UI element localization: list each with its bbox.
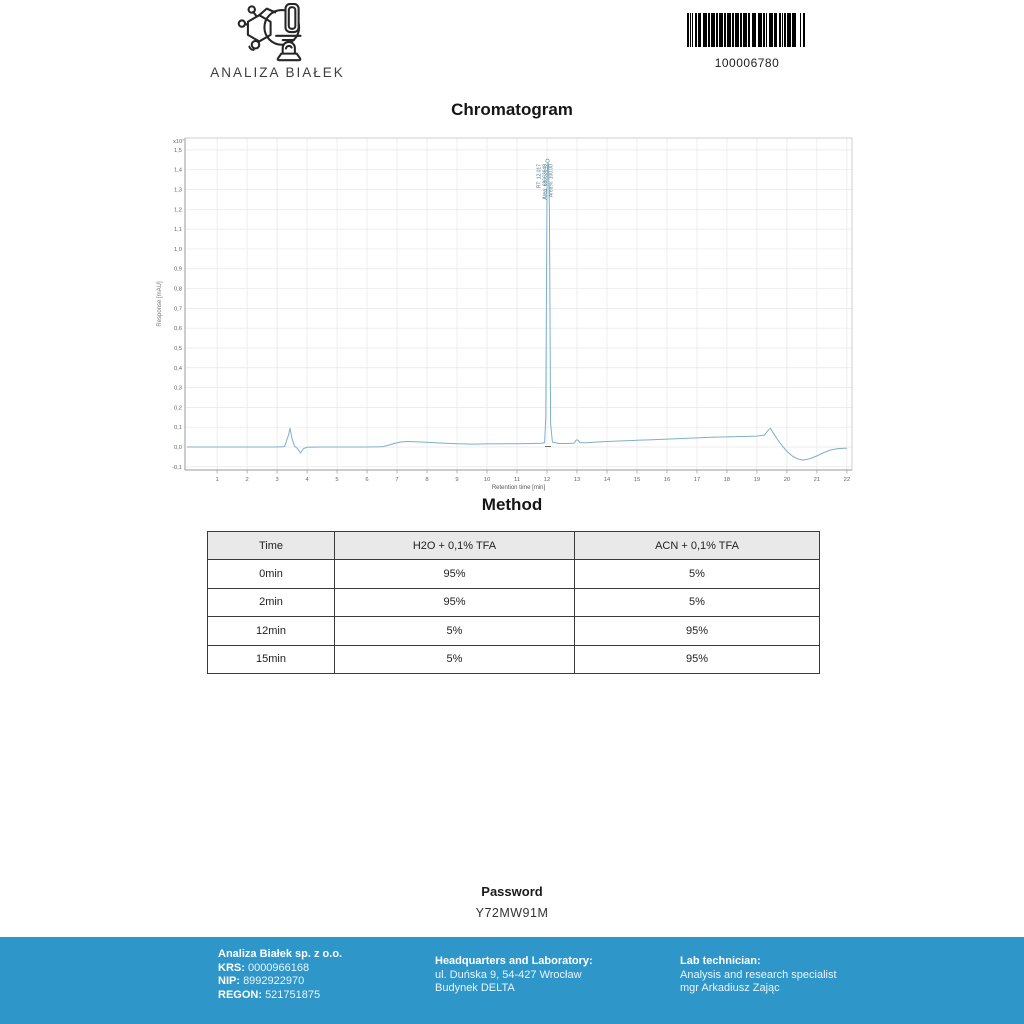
svg-text:1,4: 1,4 xyxy=(173,167,182,174)
method-cell: 0min xyxy=(208,560,335,589)
method-cell: 5% xyxy=(575,588,820,617)
method-table xyxy=(207,531,820,674)
method-cell: 95% xyxy=(335,560,575,589)
svg-text:14: 14 xyxy=(603,477,611,483)
svg-text:11: 11 xyxy=(513,477,521,483)
method-table-body xyxy=(208,560,820,674)
chromatogram-chart xyxy=(148,130,858,498)
method-row xyxy=(208,588,820,617)
technician-role: Analysis and research specialist xyxy=(680,968,837,981)
svg-text:22: 22 xyxy=(843,477,851,483)
barcode-value: 100006780 xyxy=(714,56,780,70)
method-row xyxy=(208,645,820,674)
svg-text:7: 7 xyxy=(395,477,399,483)
logo xyxy=(180,3,375,80)
svg-text:13: 13 xyxy=(573,477,581,483)
method-table-head xyxy=(208,532,820,560)
svg-text:0,0: 0,0 xyxy=(173,445,182,452)
method-cell: 2min xyxy=(208,588,335,617)
footer-headquarters xyxy=(435,955,593,996)
svg-text:1,2: 1,2 xyxy=(173,207,182,214)
technician-title: Lab technician: xyxy=(680,955,761,967)
svg-text:1: 1 xyxy=(215,477,219,483)
svg-text:12: 12 xyxy=(543,477,551,483)
method-title: Method xyxy=(481,495,543,514)
method-col-header: ACN + 0,1% TFA xyxy=(575,532,820,560)
page-footer xyxy=(0,937,1024,1024)
svg-text:15: 15 xyxy=(633,477,641,483)
svg-text:0,4: 0,4 xyxy=(173,365,182,372)
svg-text:0,6: 0,6 xyxy=(173,326,182,333)
svg-text:1,0: 1,0 xyxy=(173,246,182,253)
svg-text:x10⁷: x10⁷ xyxy=(173,139,184,145)
company-nip: NIP: 8992922970 xyxy=(218,975,305,987)
svg-text:0,8: 0,8 xyxy=(173,286,182,293)
svg-text:17: 17 xyxy=(693,477,701,483)
company-regon: REGON: 521751875 xyxy=(218,988,321,1001)
svg-text:Response [mAU]: Response [mAU] xyxy=(157,281,163,327)
method-cell: 15min xyxy=(208,645,335,674)
footer-company xyxy=(218,948,342,1002)
company-krs: KRS: 0000966168 xyxy=(218,961,310,974)
svg-text:Area%: 100,00: Area%: 100,00 xyxy=(548,164,555,198)
headquarters-address1: ul. Duńska 9, 54-427 Wrocław xyxy=(435,968,582,981)
method-cell: 95% xyxy=(575,617,820,646)
svg-text:Area: 68663648: Area: 68663648 xyxy=(542,164,549,200)
svg-text:4: 4 xyxy=(305,477,309,483)
headquarters-title: Headquarters and Laboratory: xyxy=(435,955,593,967)
svg-text:1,5: 1,5 xyxy=(173,147,182,154)
password-section xyxy=(0,884,1024,920)
svg-text:8: 8 xyxy=(425,477,429,483)
method-col-header: Time xyxy=(208,532,335,560)
method-col-header: H2O + 0,1% TFA xyxy=(335,532,575,560)
technician-name: mgr Arkadiusz Zając xyxy=(680,982,780,994)
footer-technician xyxy=(680,955,837,996)
svg-text:-0,1: -0,1 xyxy=(172,464,182,471)
svg-text:Retention time [min]: Retention time [min] xyxy=(491,485,546,491)
svg-text:0,3: 0,3 xyxy=(173,385,182,392)
svg-text:0,2: 0,2 xyxy=(173,405,182,412)
svg-text:1,3: 1,3 xyxy=(173,187,182,194)
svg-text:18: 18 xyxy=(723,477,731,483)
method-row xyxy=(208,560,820,589)
password-label: Password xyxy=(481,884,543,899)
method-cell: 5% xyxy=(575,560,820,589)
svg-text:6: 6 xyxy=(365,477,369,483)
svg-text:RT: 12,017: RT: 12,017 xyxy=(536,164,543,189)
method-cell: 95% xyxy=(575,645,820,674)
method-cell: 5% xyxy=(335,617,575,646)
svg-text:5: 5 xyxy=(335,477,339,483)
method-cell: 5% xyxy=(335,645,575,674)
headquarters-address2: Budynek DELTA xyxy=(435,982,515,994)
method-cell: 95% xyxy=(335,588,575,617)
svg-text:21: 21 xyxy=(813,477,821,483)
svg-text:3: 3 xyxy=(275,477,279,483)
svg-text:0,5: 0,5 xyxy=(173,345,182,352)
barcode xyxy=(687,13,807,70)
svg-text:10: 10 xyxy=(483,477,491,483)
method-cell: 12min xyxy=(208,617,335,646)
svg-text:0,1: 0,1 xyxy=(173,425,182,432)
password-value: Y72MW91M xyxy=(475,906,549,920)
svg-text:20: 20 xyxy=(783,477,791,483)
method-row xyxy=(208,617,820,646)
svg-text:9: 9 xyxy=(455,477,459,483)
svg-text:0,7: 0,7 xyxy=(173,306,182,313)
logo-text: ANALIZA BIAŁEK xyxy=(210,65,345,80)
company-name: Analiza Białek sp. z o.o. xyxy=(218,948,343,960)
barcode-bars xyxy=(687,13,807,47)
svg-text:19: 19 xyxy=(753,477,761,483)
svg-text:16: 16 xyxy=(663,477,671,483)
svg-text:0,9: 0,9 xyxy=(173,266,182,273)
svg-text:1,1: 1,1 xyxy=(173,227,182,234)
molecule-microscope-icon xyxy=(230,3,326,63)
svg-text:2: 2 xyxy=(245,477,249,483)
chromatogram-title: Chromatogram xyxy=(451,100,573,119)
